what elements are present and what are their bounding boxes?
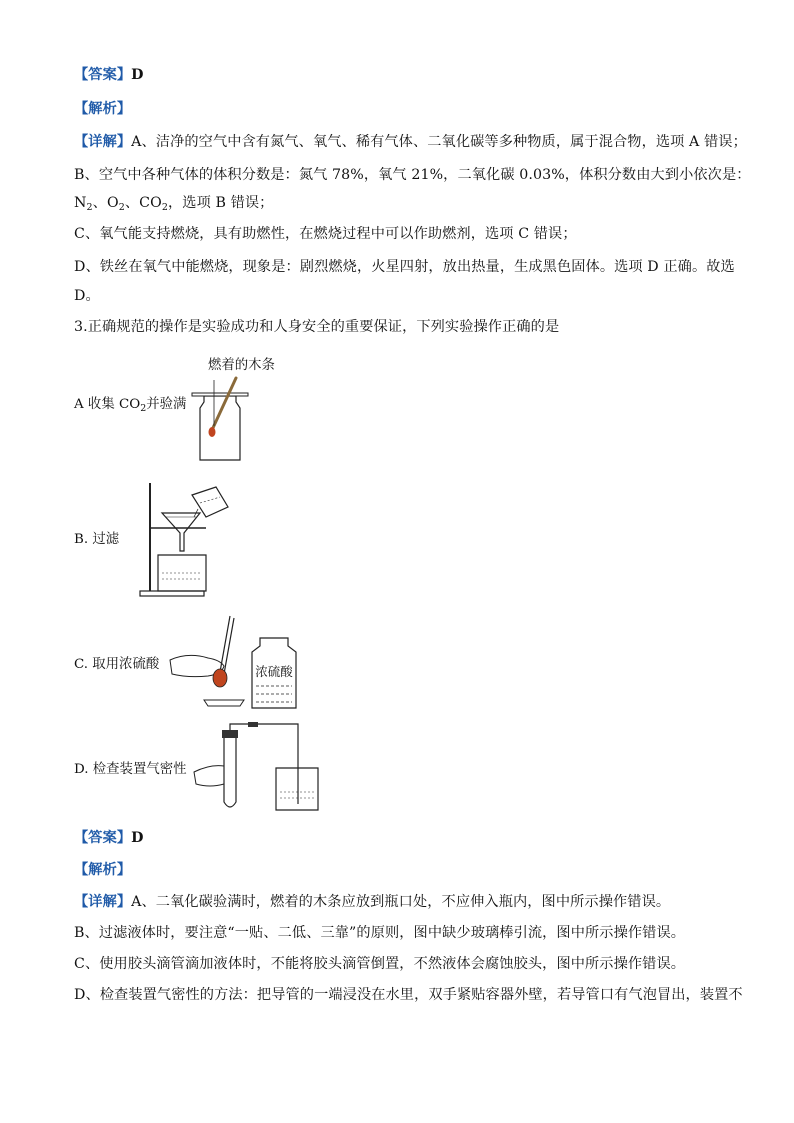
detail-text-line: B、过滤液体时，要注意“一贴、二低、三靠”的原则，图中缺少玻璃棒引流，图中所示操作错误。: [74, 925, 686, 941]
detail-text-line: C、氧气能支持燃烧，具有助燃性，在燃烧过程中可以作助燃剂，选项 C 错误；: [74, 226, 577, 242]
airtightness-check-illustration: [190, 722, 326, 814]
analysis-line-1: [74, 100, 131, 118]
detail-line-1: [74, 133, 747, 151]
analysis-tag: 【解析】: [74, 101, 132, 117]
analysis-tag: 【解析】: [74, 862, 132, 878]
answer-tag: 【答案】: [74, 67, 132, 83]
answer-value: D: [131, 830, 144, 846]
detail-text: A、洁净的空气中含有氮气、氧气、稀有气体、二氧化碳等多种物质，属于混合物，选项 A 错误；: [131, 134, 747, 150]
answer-line-1: [74, 66, 144, 84]
option-a-text: A 收集 CO: [74, 397, 141, 412]
gas-bottle-illustration: [190, 372, 250, 464]
subscript: 2: [140, 403, 147, 414]
answer-value: D: [131, 67, 144, 83]
detail-tag: 【详解】: [74, 894, 132, 910]
subscript: 2: [86, 202, 93, 213]
formula-part: 、CO: [124, 195, 162, 211]
detail-text: ，选项 B 错误；: [168, 195, 274, 211]
detail-text-line: C、使用胶头滴管滴加液体时，不能将胶头滴管倒置，不然液体会腐蚀胶头，图中所示操作错误。: [74, 956, 686, 972]
option-a-caption: 燃着的木条: [208, 358, 275, 373]
option-d-figure: [190, 722, 326, 814]
detail-text-line: D。: [74, 288, 100, 304]
acid-bottle-label: 浓硫酸: [255, 664, 293, 679]
option-a-label: [74, 396, 186, 418]
detail-text: A、二氧化碳验满时，燃着的木条应放到瓶口处，不应伸入瓶内，图中所示操作错误。: [131, 894, 671, 910]
question-stem: 3.正确规范的操作是实验成功和人身安全的重要保证，下列实验操作正确的是: [74, 319, 560, 335]
detail-text-line: D、铁丝在氧气中能燃烧，现象是：剧烈燃烧，火星四射，放出热量，生成黑色固体。选项 D 正确。故选: [74, 259, 735, 275]
detail-tag: 【详解】: [74, 134, 132, 150]
detail-line-2: [74, 893, 670, 911]
option-c-label: C. 取用浓硫酸: [74, 657, 160, 672]
formula-part: 、O: [92, 195, 119, 211]
answer-tag: 【答案】: [74, 830, 132, 846]
detail-text-line: [74, 194, 273, 217]
option-c-figure: [168, 614, 308, 714]
filtration-illustration: [136, 473, 236, 599]
option-b-figure: [136, 473, 236, 599]
answer-line-2: [74, 829, 144, 847]
subscript: 2: [161, 202, 168, 213]
option-a-text: 并验满: [146, 397, 187, 412]
detail-text-line: B、空气中各种气体的体积分数是：氮气 78%，氧气 21%，二氧化碳 0.03%，体积分数由大到小依次是：: [74, 167, 751, 183]
option-d-label: D. 检查装置气密性: [74, 762, 187, 777]
formula-part: N: [74, 195, 87, 211]
detail-text-line: D、检查装置气密性的方法：把导管的一端浸没在水里，双手紧贴容器外壁，若导管口有气泡冒出，装置不: [74, 987, 743, 1003]
option-a-figure: [190, 372, 250, 464]
option-b-label: B. 过滤: [74, 532, 120, 547]
analysis-line-2: [74, 861, 131, 879]
subscript: 2: [118, 202, 125, 213]
